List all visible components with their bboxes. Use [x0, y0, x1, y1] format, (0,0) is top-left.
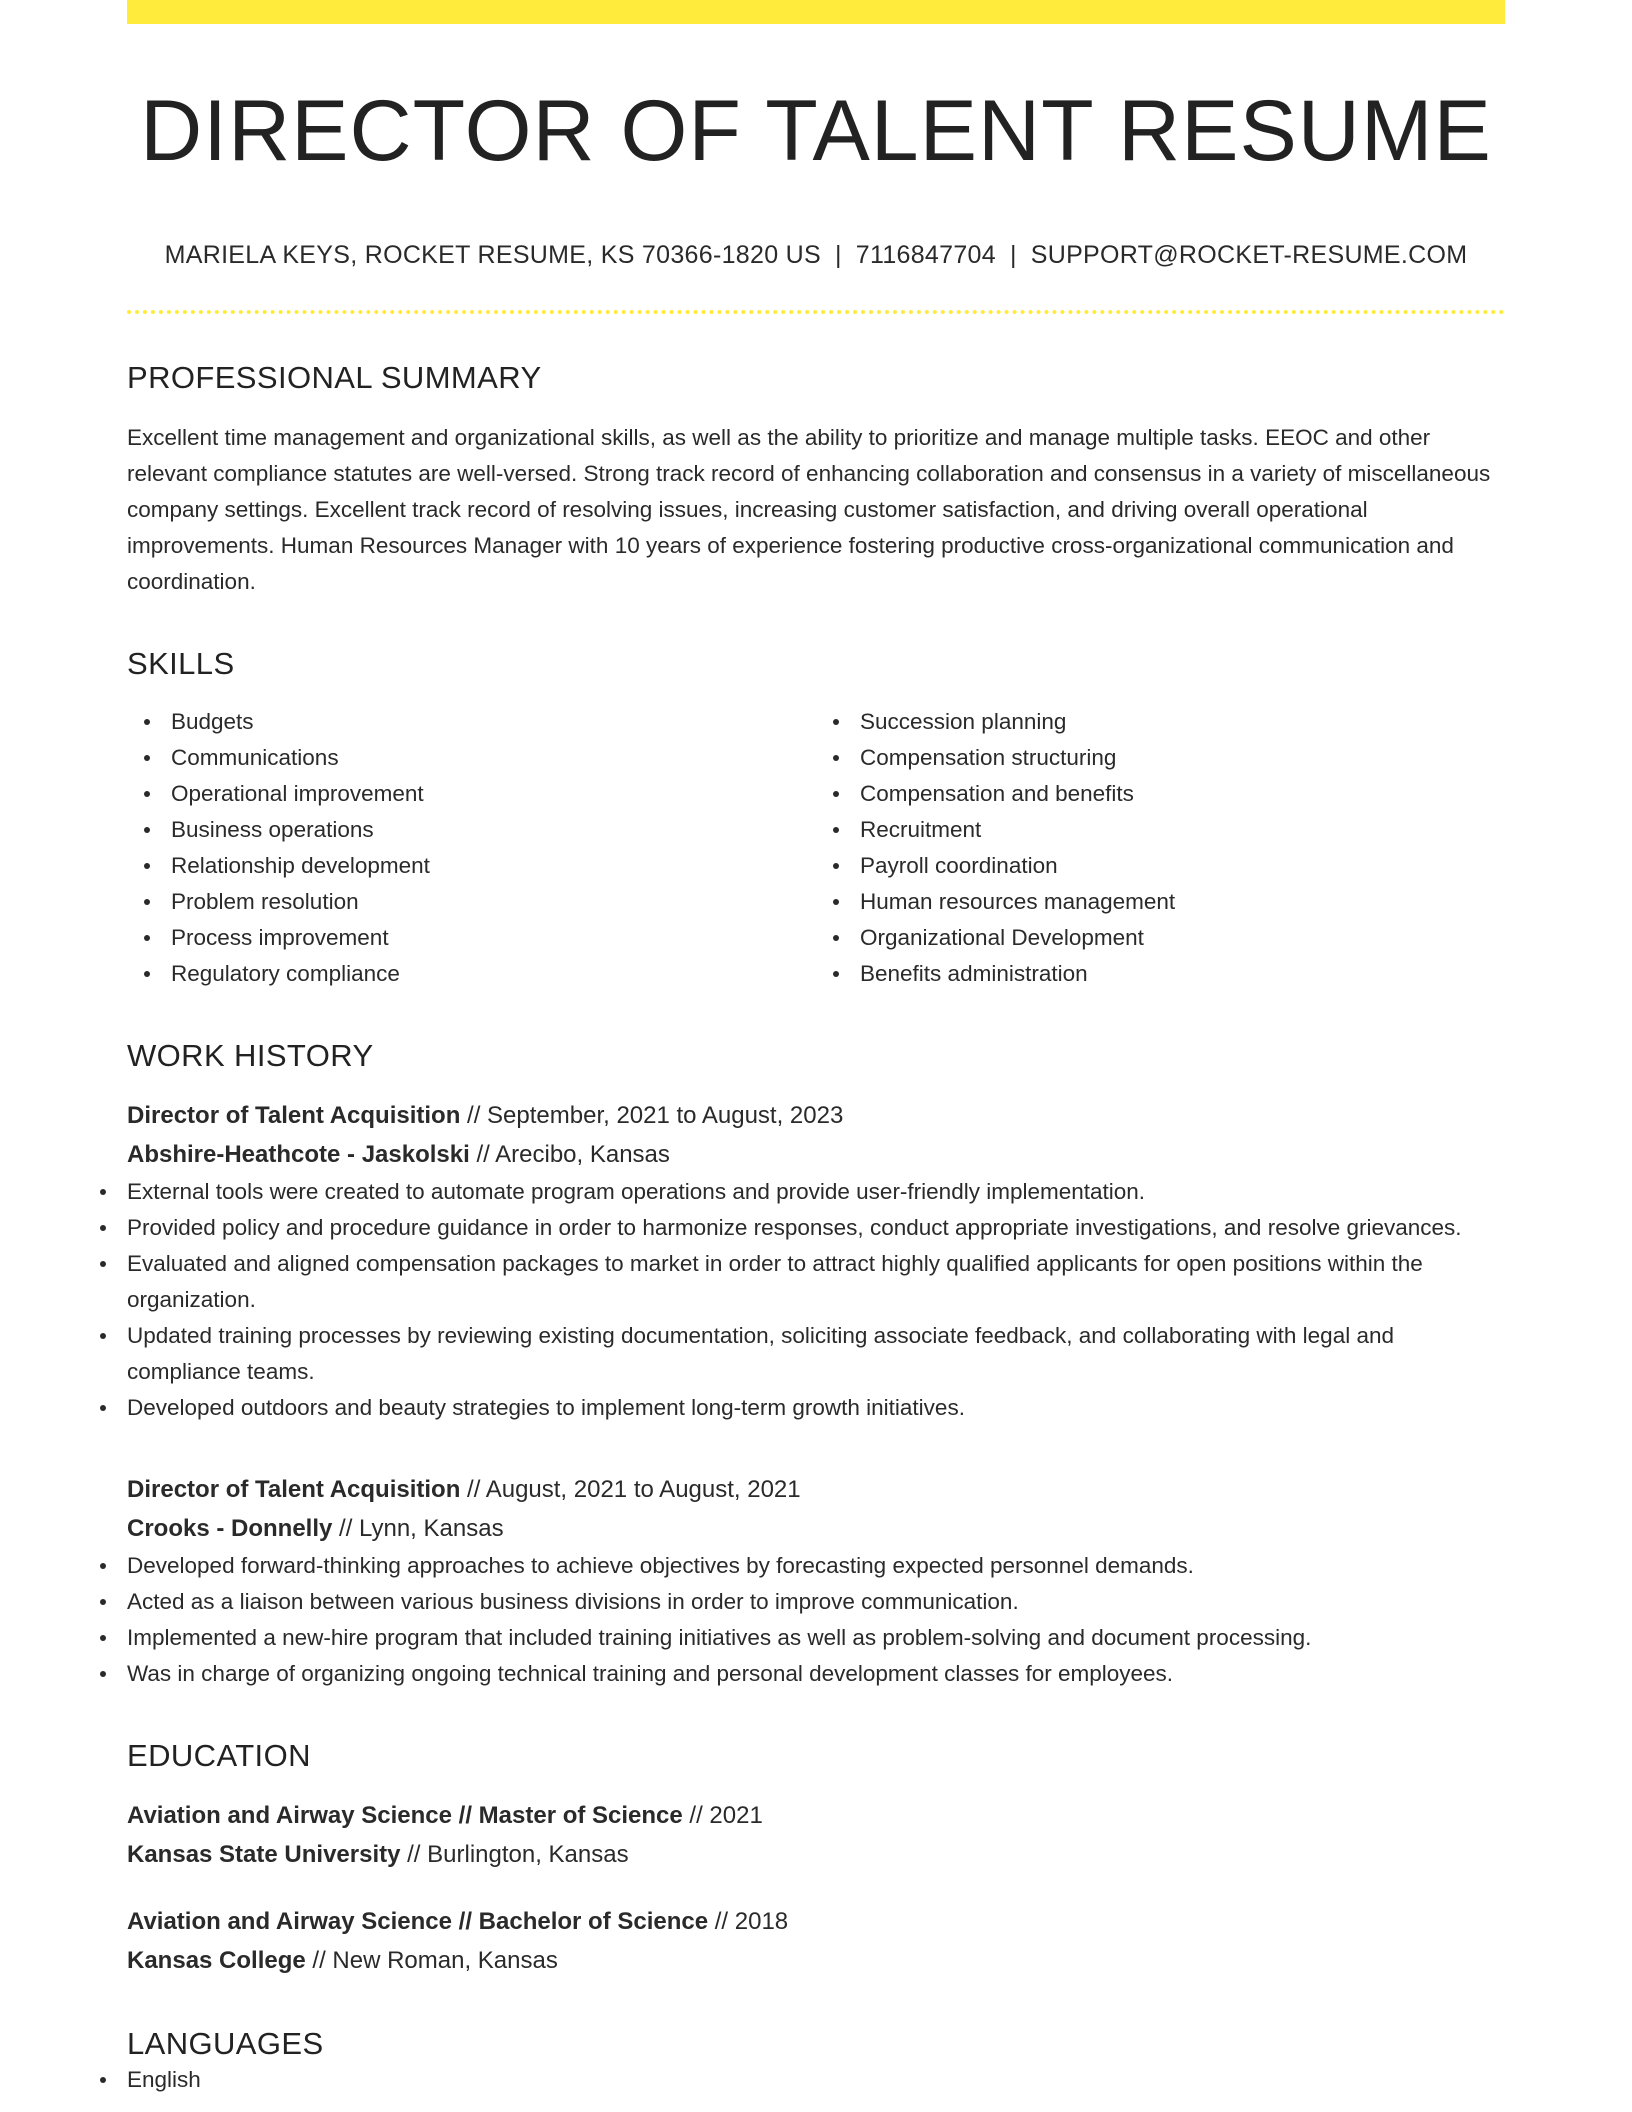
skills-heading: SKILLS	[127, 645, 235, 681]
skill-item: Organizational Development	[860, 920, 1505, 956]
summary-heading: PROFESSIONAL SUMMARY	[127, 359, 542, 395]
job-company-line	[127, 1135, 1505, 1174]
contact-address: MARIELA KEYS, ROCKET RESUME, KS 70366-1820 US	[164, 240, 821, 269]
skills-column-left	[127, 704, 816, 992]
contact-email: SUPPORT@ROCKET-RESUME.COM	[1030, 240, 1468, 269]
job-duty: Evaluated and aligned compensation packages to market in order to attract highly qualified applicants for open positions within the organization.	[127, 1246, 1505, 1318]
skill-item: Compensation and benefits	[860, 776, 1505, 812]
education-degree-line	[127, 1902, 1505, 1941]
job-dates: // August, 2021 to August, 2021	[460, 1475, 801, 1503]
job-duties	[127, 1548, 1505, 1692]
job-location: // Arecibo, Kansas	[469, 1140, 670, 1168]
education-year: // 2018	[708, 1907, 789, 1935]
job-duties	[127, 1174, 1505, 1426]
dotted-divider	[127, 310, 1505, 314]
job-duty: Developed outdoors and beauty strategies to implement long-term growth initiatives.	[127, 1390, 1505, 1426]
education-school: Kansas College	[127, 1946, 306, 1974]
job-duty: Provided policy and procedure guidance in order to harmonize responses, conduct appropriate investigations, and resolve grievances.	[127, 1210, 1505, 1246]
education-entry	[127, 1902, 1505, 1980]
contact-separator: |	[834, 240, 842, 269]
education-location: // Burlington, Kansas	[400, 1840, 629, 1868]
job-title: Director of Talent Acquisition	[127, 1101, 461, 1129]
job-duty: Was in charge of organizing ongoing technical training and personal development classes for employees.	[127, 1656, 1505, 1692]
job-duty: Implemented a new-hire program that included training initiatives as well as problem-solving and document processing.	[127, 1620, 1505, 1656]
skill-item: Budgets	[171, 704, 816, 740]
education-location: // New Roman, Kansas	[305, 1946, 558, 1974]
job-duty: Updated training processes by reviewing existing documentation, soliciting associate feedback, and collaborating with legal and compliance teams.	[127, 1318, 1505, 1390]
languages-heading: LANGUAGES	[127, 2025, 324, 2061]
job-entry	[127, 1096, 1505, 1426]
education-entry	[127, 1796, 1505, 1874]
skill-item: Recruitment	[860, 812, 1505, 848]
skill-item: Human resources management	[860, 884, 1505, 920]
work-history-heading: WORK HISTORY	[127, 1037, 374, 1073]
skill-item: Compensation structuring	[860, 740, 1505, 776]
job-title-line	[127, 1470, 1505, 1509]
education-heading: EDUCATION	[127, 1737, 311, 1773]
job-dates: // September, 2021 to August, 2023	[460, 1101, 844, 1129]
skill-item: Process improvement	[171, 920, 816, 956]
job-duty: External tools were created to automate program operations and provide user-friendly implementation.	[127, 1174, 1505, 1210]
job-location: // Lynn, Kansas	[332, 1514, 504, 1542]
skill-item: Regulatory compliance	[171, 956, 816, 992]
language-item: English	[127, 2062, 1505, 2098]
accent-top-bar	[127, 0, 1505, 24]
contact-line	[127, 241, 1505, 270]
job-duty: Acted as a liaison between various business divisions in order to improve communication.	[127, 1584, 1505, 1620]
job-title-line	[127, 1096, 1505, 1135]
summary-text: Excellent time management and organizational skills, as well as the ability to prioritize and manage multiple tasks. EEOC and other relevant compliance statutes are well-versed. Strong track record of enhancing collaboration and consensus in a variety of miscellaneous company settings. Excellent track record of resolving issues, increasing customer satisfaction, and driving overall operational improvements. Human Resources Manager with 10 years of experience fostering productive cross-organizational communication and coordination.	[127, 424, 1491, 594]
job-title: Director of Talent Acquisition	[127, 1475, 461, 1503]
skill-item: Communications	[171, 740, 816, 776]
job-company: Abshire-Heathcote - Jaskolski	[127, 1140, 470, 1168]
skill-item: Problem resolution	[171, 884, 816, 920]
skill-item: Benefits administration	[860, 956, 1505, 992]
skill-item: Business operations	[171, 812, 816, 848]
education-year: // 2021	[682, 1801, 763, 1829]
contact-separator: |	[1009, 240, 1017, 269]
skill-item: Payroll coordination	[860, 848, 1505, 884]
education-school-line	[127, 1835, 1505, 1874]
job-company-line	[127, 1509, 1505, 1548]
skills-column-right	[816, 704, 1505, 992]
skill-item: Relationship development	[171, 848, 816, 884]
skills-list	[127, 704, 1505, 992]
education-school-line	[127, 1941, 1505, 1980]
job-entry	[127, 1470, 1505, 1692]
skill-item: Succession planning	[860, 704, 1505, 740]
job-duty: Developed forward-thinking approaches to achieve objectives by forecasting expected personnel demands.	[127, 1548, 1505, 1584]
resume-page	[127, 0, 1505, 2098]
document-title: DIRECTOR OF TALENT RESUME	[140, 83, 1492, 179]
contact-phone: 7116847704	[855, 240, 996, 269]
job-company: Crooks - Donnelly	[127, 1514, 333, 1542]
skill-item: Operational improvement	[171, 776, 816, 812]
education-degree: Aviation and Airway Science // Bachelor of Science	[127, 1907, 709, 1935]
languages-list	[127, 2062, 1505, 2098]
education-degree-line	[127, 1796, 1505, 1835]
education-degree: Aviation and Airway Science // Master of Science	[127, 1801, 683, 1829]
education-school: Kansas State University	[127, 1840, 401, 1868]
